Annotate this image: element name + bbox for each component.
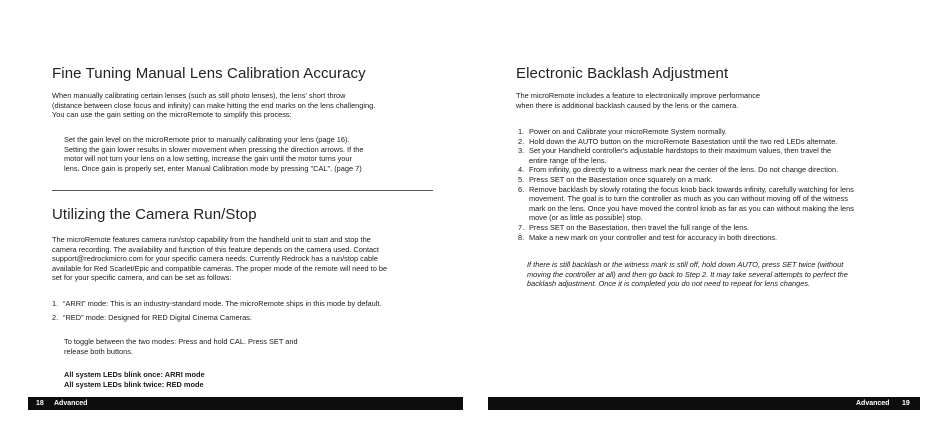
list-item <box>518 146 854 165</box>
paragraph-line: When manually calibrating certain lenses (such as still photo lenses), the lens' short throw <box>52 91 346 100</box>
led-blink-legend <box>64 370 205 389</box>
step-text: Press SET on the Basestation, then travel the full range of the lens. <box>529 222 750 232</box>
list-number: 2. <box>52 313 59 322</box>
paragraph-line: motor will not turn your lens on a low setting, increase the gain until the motor turns your <box>64 154 352 164</box>
paragraph-line: moving the controller at all) and then go back to Step 2. It may take several attempts to perfect the <box>527 269 848 279</box>
camera-run-stop-heading: Utilizing the Camera Run/Stop <box>52 206 257 223</box>
paragraph-line: camera recording. The availability and function of this feature depends on the camera used. Contact <box>52 244 379 254</box>
step-number: 1. <box>518 127 525 136</box>
paragraph-line: To toggle between the two modes: Press and hold CAL. Press SET and <box>64 337 298 346</box>
step-text: move (or as little as possible) stop. <box>529 213 643 223</box>
section-divider <box>52 190 433 191</box>
list-item <box>518 137 854 147</box>
footer-bar-left <box>28 397 463 410</box>
step-text: mark on the lens. Once you have moved the control knob as far as you can without making the lens <box>529 203 854 213</box>
paragraph-line: when there is additional backlash caused by the lens or the camera. <box>516 100 739 110</box>
backlash-intro <box>516 91 760 110</box>
paragraph-line: lens. Once gain is properly set, enter Manual Calibration mode by pressing "CAL". (page 7) <box>64 163 362 173</box>
list-number: 1. <box>52 299 59 308</box>
step-number: 4. <box>518 165 525 175</box>
footer-label: Advanced <box>856 400 890 407</box>
footer-bar-right <box>488 397 920 410</box>
step-text: movement. The goal is to turn the controller as much as you can without moving off of the witness <box>529 194 848 204</box>
paragraph-line: All system LEDs blink twice: RED mode <box>64 379 204 389</box>
paragraph-line: support@redrockmicro.com for your specific camera needs. Currently Redrock has a run/stop cable <box>52 254 378 264</box>
step-number: 2. <box>518 136 525 146</box>
paragraph-line: The microRemote includes a feature to electronically improve performance <box>516 91 760 100</box>
paragraph-line: The microRemote features camera run/stop capability from the handheld unit to start and stop the <box>52 235 371 244</box>
backlash-steps <box>518 127 854 242</box>
paragraph-line: available for Red Scarlet/Epic and compatible cameras. The proper mode of the remote will need to be <box>52 263 388 273</box>
paragraph-line: release both buttons. <box>64 346 134 356</box>
footer-label: Advanced <box>54 400 88 407</box>
paragraph-line: set for your specific camera, and can be set as follows: <box>52 273 232 283</box>
step-number: 7. <box>518 222 525 232</box>
step-text: Press SET on the Basestation once squarely on a mark. <box>529 174 713 184</box>
list-item <box>518 223 854 233</box>
list-item <box>518 165 854 175</box>
lens-calibration-heading: Fine Tuning Manual Lens Calibration Accuracy <box>52 65 366 82</box>
step-text: Remove backlash by slowly rotating the focus knob back towards infinity, carefully watching for lens <box>529 184 854 194</box>
paragraph-line: Set the gain level on the microRemote prior to manually calibrating your lens (page 16). <box>64 135 350 144</box>
step-text: Set your Handheld controller's adjustable hardstops to their maximum values, then travel the <box>529 146 832 156</box>
right-page <box>475 0 950 443</box>
list-text: “RED” mode: Designed for RED Digital Cinema Cameras. <box>63 313 252 322</box>
paragraph-line: If there is still backlash or the witness mark is still off, hold down AUTO, press SET twice (without <box>527 260 844 269</box>
backlash-heading: Electronic Backlash Adjustment <box>516 65 729 82</box>
lens-calibration-intro <box>52 91 375 120</box>
step-text: Make a new mark on your controller and test for accuracy in both directions. <box>529 232 778 242</box>
camera-run-stop-intro <box>52 235 387 283</box>
step-number: 8. <box>518 232 525 242</box>
paragraph-line: backlash adjustment. Once it is completed you do not need to repeat for lens changes. <box>527 279 811 289</box>
step-text: From infinity, go directly to a witness mark near the center of the lens. Do not change direction. <box>529 165 839 175</box>
step-number: 5. <box>518 174 525 184</box>
list-item <box>52 311 381 325</box>
step-text: entire range of the lens. <box>529 155 607 165</box>
mode-list <box>52 297 381 325</box>
paragraph-line: You can use the gain setting on the microRemote to simplify this process: <box>52 110 292 120</box>
list-item <box>518 175 854 185</box>
paragraph-line: Setting the gain lower results in slower movement when pressing the direction arrows. If the <box>64 144 364 154</box>
page-number: 19 <box>902 400 910 407</box>
page-number: 18 <box>36 400 44 407</box>
step-text: Power on and Calibrate your microRemote System normally. <box>529 127 727 136</box>
gain-setting-note <box>64 135 363 173</box>
step-number: 3. <box>518 146 525 156</box>
list-item <box>518 185 854 223</box>
list-text: “ARRI” mode: This is an industry-standard mode. The microRemote ships in this mode by default. <box>63 299 382 308</box>
list-item <box>518 127 854 137</box>
paragraph-line: (distance between close focus and infinity) can make hitting the end marks on the lens challenging. <box>52 100 376 110</box>
mode-toggle-instructions <box>64 337 298 356</box>
backlash-note <box>527 260 848 289</box>
step-number: 6. <box>518 184 525 194</box>
paragraph-line: All system LEDs blink once: ARRI mode <box>64 370 205 379</box>
step-text: Hold down the AUTO button on the microRemote Basestation until the two red LEDs alternate. <box>529 136 838 146</box>
list-item <box>518 233 854 243</box>
list-item <box>52 297 381 311</box>
